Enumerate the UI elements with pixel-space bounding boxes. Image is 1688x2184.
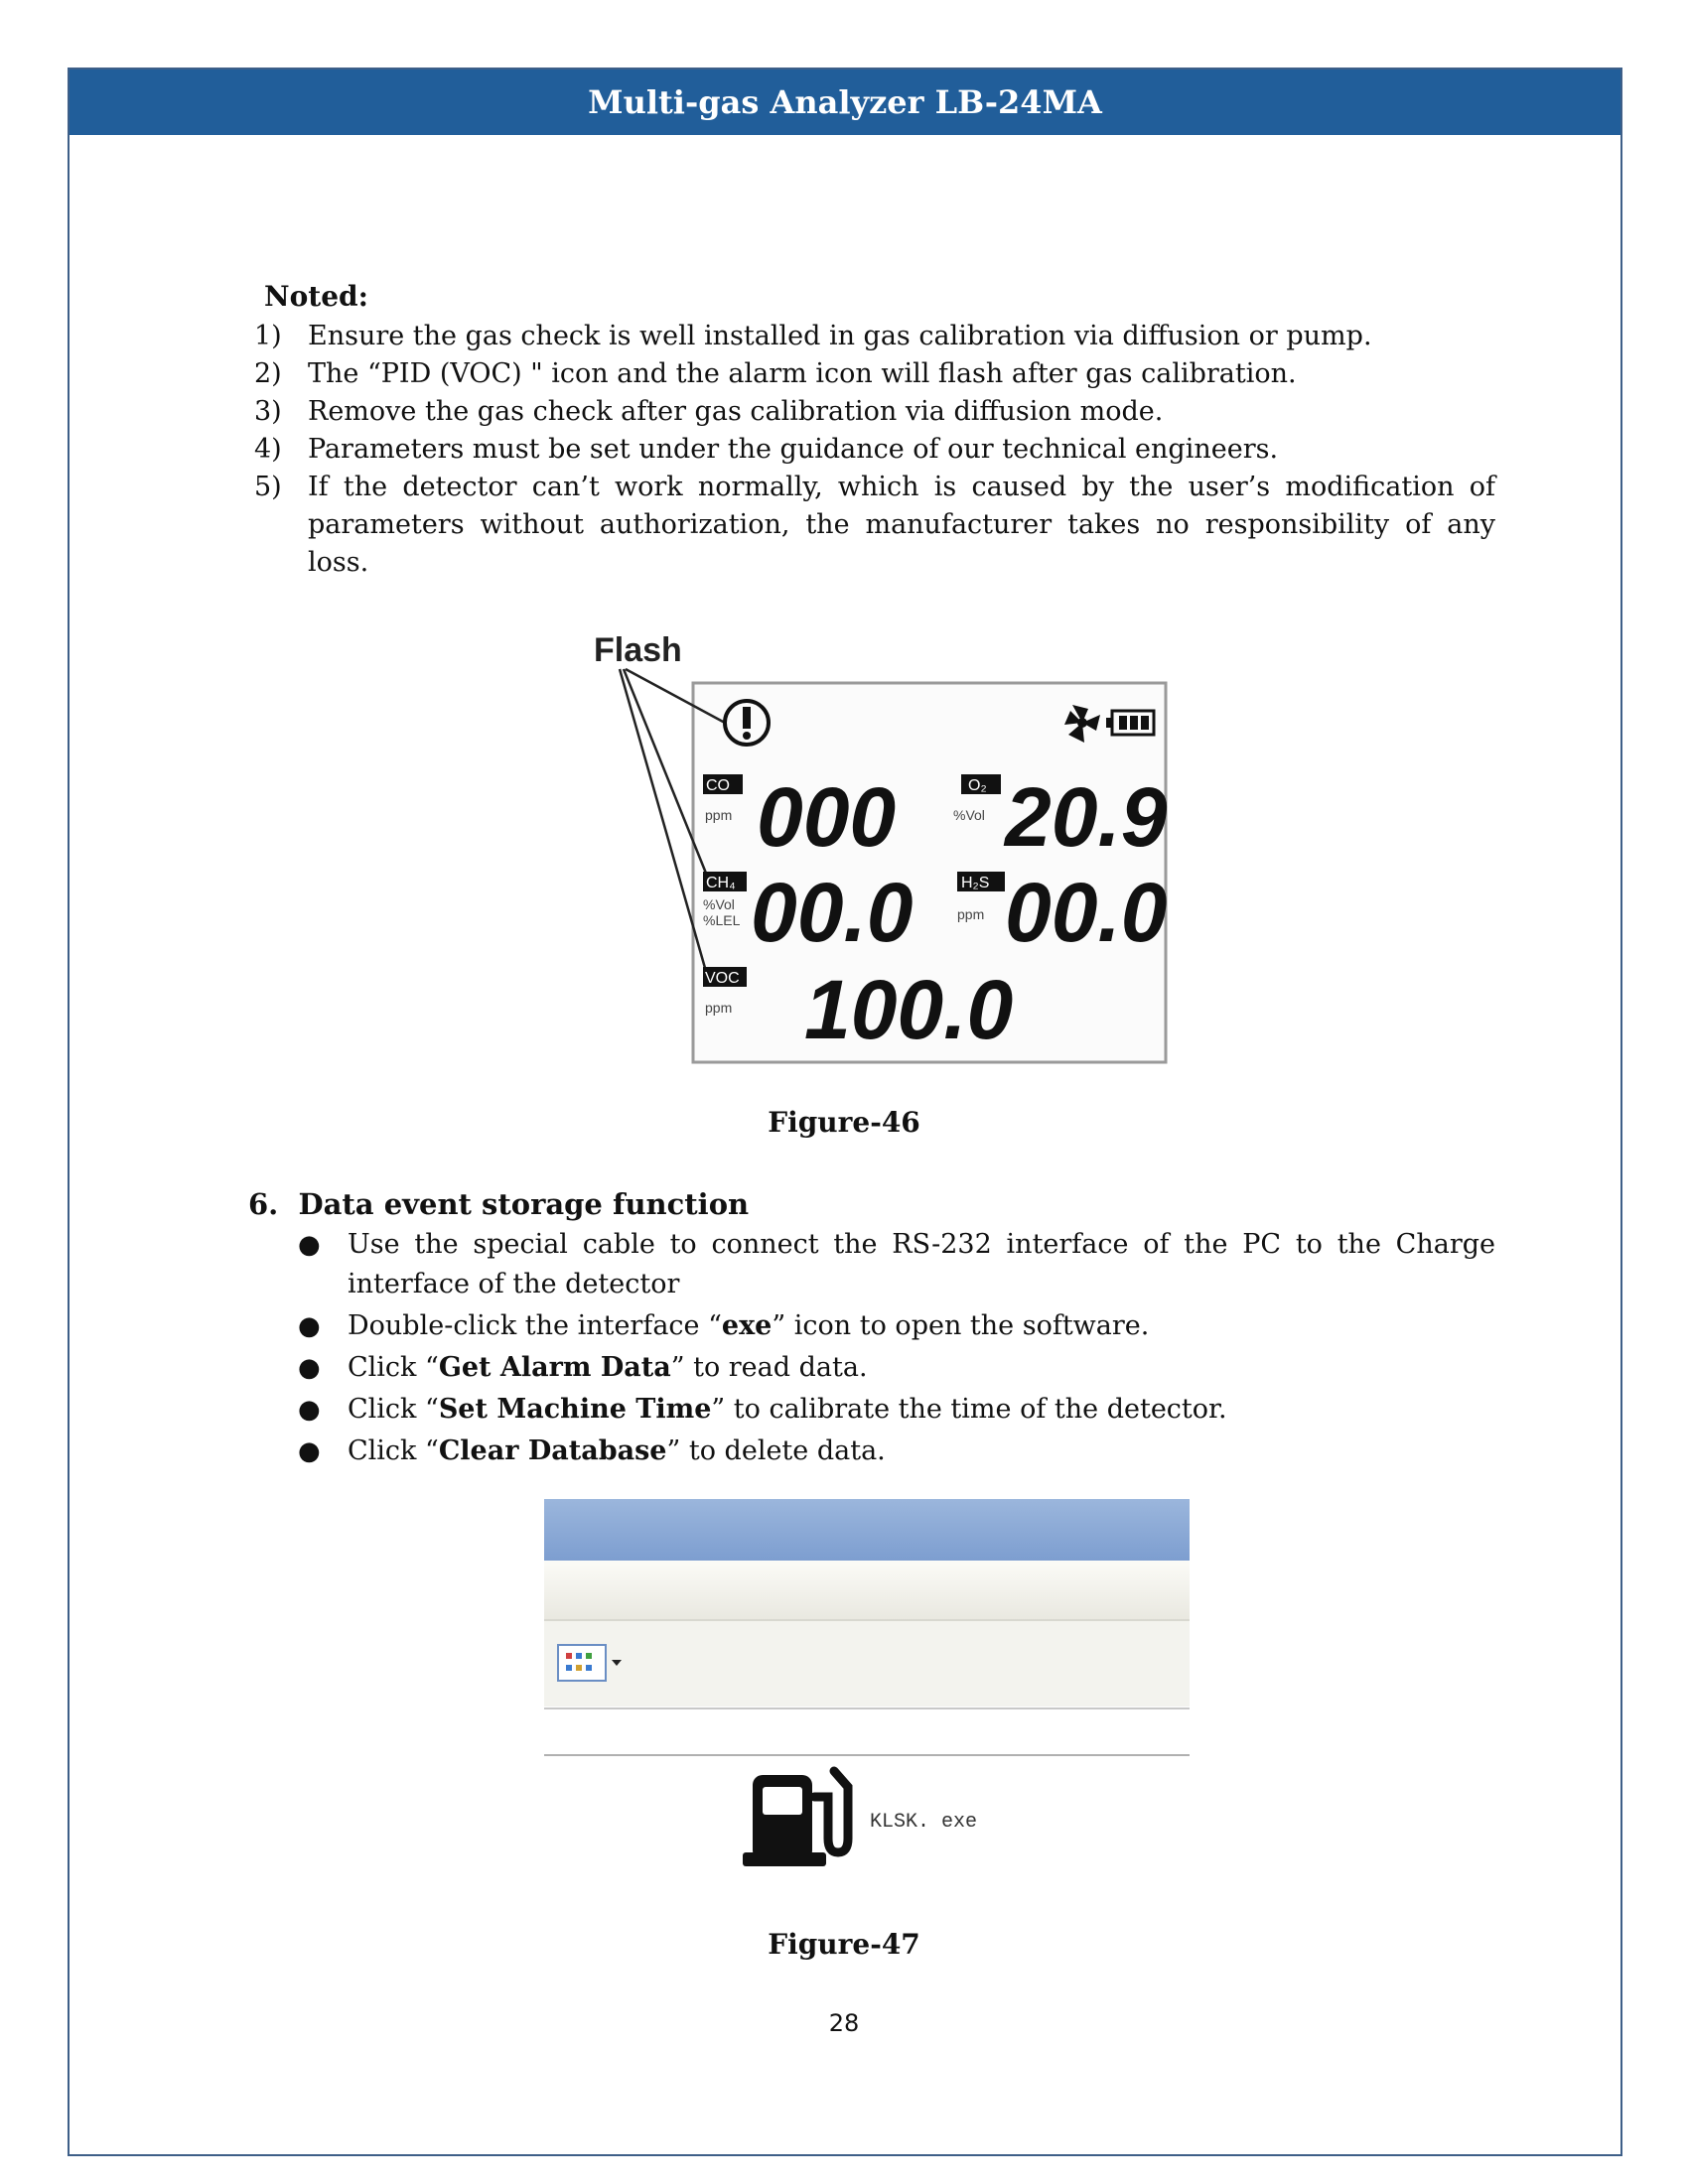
o2-reading: 20.9 [1005, 770, 1168, 864]
ch4-unit-vol: %Vol [703, 896, 735, 912]
co-reading: 000 [757, 770, 897, 864]
figure-47-caption: Figure-47 [768, 1928, 920, 1961]
exe-screenshot-figure [544, 1499, 1190, 1881]
item-number: 3) [254, 396, 282, 427]
document-header: Multi-gas Analyzer LB-24MA [70, 69, 1620, 135]
flash-label: Flash [594, 631, 682, 669]
notes-list [254, 318, 1495, 582]
window-title-bar [544, 1499, 1190, 1561]
view-options-icon[interactable] [558, 1645, 606, 1681]
list-item [254, 318, 1495, 355]
list-item [254, 393, 1495, 431]
exe-file-label[interactable]: KLSK. exe [870, 1811, 978, 1834]
ch4-label: CH₄ [706, 875, 736, 891]
voc-label: VOC [705, 970, 740, 987]
list-item [254, 469, 1495, 582]
fuel-pump-icon[interactable] [743, 1771, 848, 1866]
bullet-icon: ● [298, 1353, 321, 1383]
notes-title: Noted: [264, 280, 368, 313]
bullet-icon: ● [298, 1230, 321, 1260]
h2s-reading: 00.0 [1005, 866, 1168, 959]
item-number: 5) [254, 472, 282, 502]
o2-label: O₂ [968, 777, 987, 794]
h2s-label: H₂S [961, 875, 990, 891]
list-item: ● Click “Clear Database” to delete data. [298, 1432, 1495, 1471]
list-item: ● Double-click the interface “exe” icon to open the software. [298, 1306, 1495, 1346]
item-text: Parameters must be set under the guidance of our technical engineers. [308, 434, 1279, 465]
co-label: CO [706, 777, 730, 794]
h2s-unit: ppm [957, 906, 985, 922]
ch4-reading: 00.0 [751, 866, 914, 959]
voc-reading: 100.0 [804, 963, 1014, 1056]
lcd-display-figure [576, 625, 1192, 1082]
figure-46-caption: Figure-46 [768, 1106, 920, 1139]
list-item [254, 431, 1495, 469]
ch4-unit-lel: %LEL [703, 912, 741, 928]
item-text: The “PID (VOC) " icon and the alarm icon will flash after gas calibration. [308, 358, 1297, 389]
bullet-icon: ● [298, 1436, 321, 1466]
item-text: If the detector can’t work normally, which is caused by the user’s modification of parameters without authorization, the manufacturer takes no responsibility of any loss. [308, 472, 1495, 578]
toolbar [544, 1621, 1190, 1706]
list-item: ● Click “Set Machine Time” to calibrate the time of the detector. [298, 1390, 1495, 1430]
item-number: 1) [254, 321, 282, 351]
bullet-icon: ● [298, 1311, 321, 1341]
page-number: 28 [828, 2009, 860, 2037]
section-6-bullets [298, 1225, 1495, 1473]
item-number: 2) [254, 358, 282, 389]
list-item: ● Click “Get Alarm Data” to read data. [298, 1348, 1495, 1388]
menu-bar [544, 1561, 1190, 1620]
list-item [254, 355, 1495, 393]
co-unit: ppm [705, 807, 733, 823]
bullet-icon: ● [298, 1395, 321, 1425]
item-text: Remove the gas check after gas calibration via diffusion mode. [308, 396, 1164, 427]
section-6-title: 6. Data event storage function [248, 1187, 750, 1221]
item-text: Ensure the gas check is well installed in gas calibration via diffusion or pump. [308, 321, 1372, 351]
o2-unit: %Vol [953, 807, 985, 823]
list-item: ● Use the special cable to connect the RS-232 interface of the PC to the Charge interface of the detector [298, 1225, 1495, 1304]
item-number: 4) [254, 434, 282, 465]
voc-unit: ppm [705, 1000, 733, 1016]
